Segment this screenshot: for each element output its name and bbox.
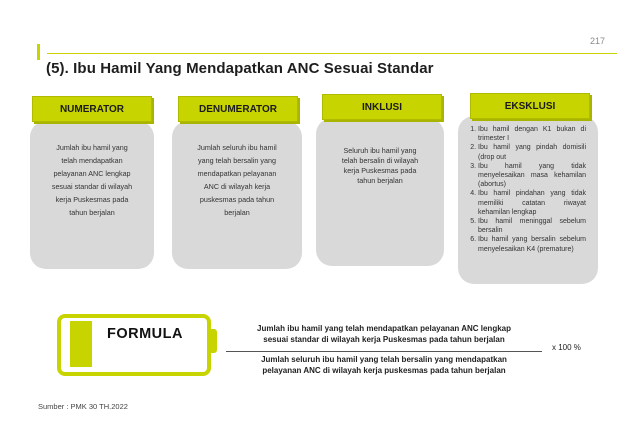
denumerator-header bbox=[178, 96, 298, 122]
numerator-line: kerja Puskesmas pada bbox=[55, 195, 129, 204]
exclusion-item: 6. Ibu hamil yang bersalin sebelum menyelesaikan K4 (premature) bbox=[478, 235, 586, 253]
formula-numerator-line: sesuai standar di wilayah kerja Puskesmas pada tahun berjalan bbox=[263, 335, 505, 344]
page-number: 217 bbox=[590, 36, 606, 46]
formula-numerator bbox=[220, 323, 548, 345]
numerator-label: NUMERATOR bbox=[59, 103, 125, 115]
inklusi-header bbox=[322, 94, 442, 120]
numerator-header bbox=[32, 96, 152, 122]
inklusi-line: telah bersalin di wilayah bbox=[341, 156, 419, 165]
exclusion-item: 2. Ibu hamil yang pindah domisili (drop out bbox=[478, 143, 586, 161]
eksklusi-header bbox=[470, 93, 590, 119]
denumerator-card bbox=[172, 121, 302, 269]
denumerator-label: DENUMERATOR bbox=[199, 103, 277, 115]
page-title: (5). Ibu Hamil Yang Mendapatkan ANC Sesuai Standar bbox=[46, 60, 434, 77]
exclusion-item: 4. Ibu hamil pindahan yang tidak memiliki catatan riwayat kehamilan lengkap bbox=[478, 189, 586, 217]
battery-tip bbox=[211, 329, 217, 353]
inklusi-card bbox=[316, 118, 444, 266]
battery-fill bbox=[70, 321, 92, 367]
numerator-line: tahun berjalan bbox=[69, 208, 115, 217]
formula-denominator-line: Jumlah seluruh ibu hamil yang telah bersalin yang mendapatkan bbox=[261, 355, 507, 364]
inklusi-line: kerja Puskesmas pada bbox=[343, 166, 417, 175]
denumerator-line: berjalan bbox=[224, 208, 250, 217]
numerator-line: pelayanan ANC lengkap bbox=[53, 169, 131, 178]
denumerator-line: yang telah bersalin yang bbox=[198, 156, 276, 165]
eksklusi-label: EKSKLUSI bbox=[504, 100, 556, 112]
denumerator-line: mendapatkan pelayanan bbox=[197, 169, 277, 178]
title-accent-bar bbox=[37, 44, 40, 60]
inklusi-text bbox=[316, 146, 444, 186]
inklusi-line: Seluruh ibu hamil yang bbox=[343, 146, 417, 155]
eksklusi-content bbox=[458, 116, 598, 254]
fraction-line bbox=[226, 351, 542, 352]
formula-multiplier: x 100 % bbox=[552, 343, 581, 352]
exclusion-item: 3. Ibu hamil yang tidak menyelesaikan masa kehamilan (abortus) bbox=[478, 162, 586, 190]
denumerator-text bbox=[172, 141, 302, 219]
exclusion-item: 1. Ibu hamil dengan K1 bukan di trimester I bbox=[478, 125, 586, 143]
numerator-card bbox=[30, 121, 154, 269]
denumerator-line: Jumlah seluruh ibu hamil bbox=[197, 143, 277, 152]
inklusi-label: INKLUSI bbox=[362, 101, 402, 113]
exclusion-list bbox=[464, 125, 586, 254]
numerator-line: Jumlah ibu hamil yang bbox=[56, 143, 128, 152]
formula-label: FORMULA bbox=[107, 326, 183, 342]
denumerator-line: ANC di wilayah kerja bbox=[203, 182, 271, 191]
formula-numerator-line: Jumlah ibu hamil yang telah mendapatkan pelayanan ANC lengkap bbox=[257, 324, 511, 333]
inklusi-line: tahun berjalan bbox=[357, 176, 403, 185]
source-note: Sumber : PMK 30 TH.2022 bbox=[38, 402, 128, 411]
title-rule bbox=[47, 53, 617, 54]
eksklusi-card bbox=[458, 116, 598, 284]
numerator-line: sesuai standar di wilayah bbox=[51, 182, 133, 191]
formula-denominator bbox=[220, 354, 548, 376]
numerator-text bbox=[30, 141, 154, 219]
denumerator-line: puskesmas pada tahun bbox=[199, 195, 275, 204]
numerator-line: telah mendapatkan bbox=[61, 156, 123, 165]
exclusion-item: 5. Ibu hamil meninggal sebelum bersalin bbox=[478, 217, 586, 235]
formula-denominator-line: pelayanan ANC di wilayah kerja puskesmas pada tahun berjalan bbox=[262, 366, 506, 375]
